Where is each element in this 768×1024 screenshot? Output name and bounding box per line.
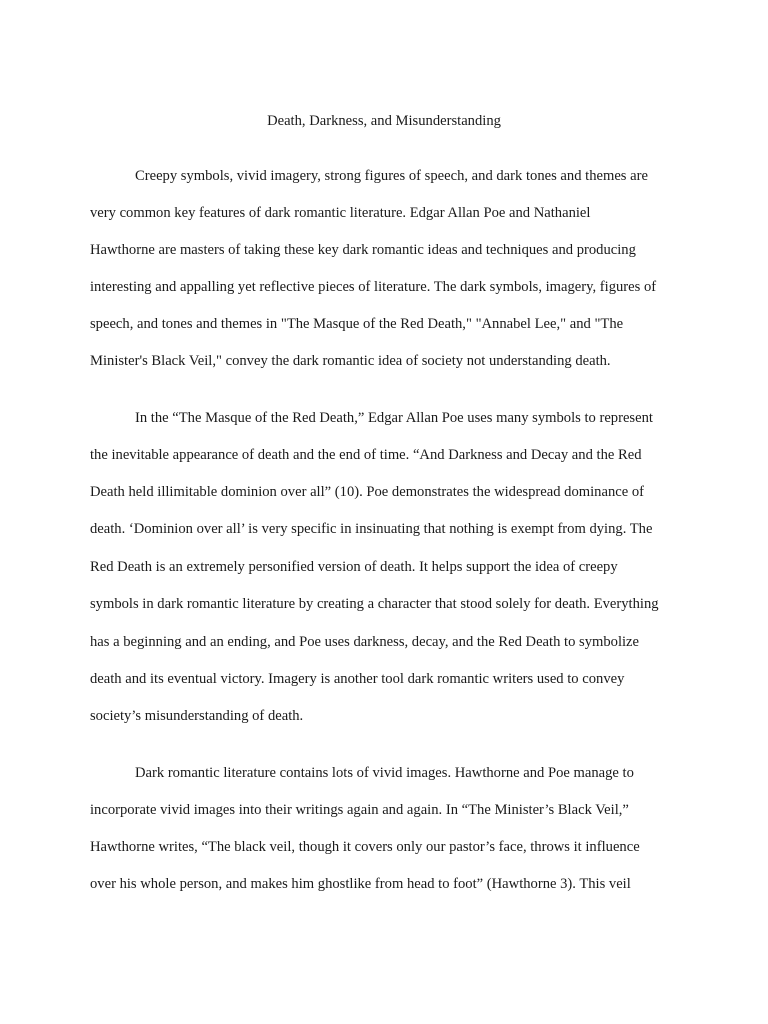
paragraph-line: over his whole person, and makes him ghostlike from head to foot” (Hawthorne 3). This veil — [90, 876, 631, 892]
paragraph-line: very common key features of dark romantic literature. Edgar Allan Poe and Nathaniel — [90, 205, 591, 221]
paragraph-line: Creepy symbols, vivid imagery, strong figures of speech, and dark tones and themes are — [135, 168, 648, 184]
paragraph-line: interesting and appalling yet reflective pieces of literature. The dark symbols, imagery, figures of — [90, 279, 657, 295]
paragraph-line: In the “The Masque of the Red Death,” Edgar Allan Poe uses many symbols to represent — [135, 410, 653, 426]
paragraph-line: Hawthorne writes, “The black veil, though it covers only our pastor’s face, throws it influence — [90, 839, 640, 855]
paragraph-line: death. ‘Dominion over all’ is very specific in insinuating that nothing is exempt from dying. The — [90, 521, 653, 537]
paragraph-line: Dark romantic literature contains lots of vivid images. Hawthorne and Poe manage to — [135, 765, 634, 781]
paragraph-line: Red Death is an extremely personified version of death. It helps support the idea of creepy — [90, 559, 618, 575]
document-title: Death, Darkness, and Misunderstanding — [267, 113, 501, 129]
paragraph-line: Minister's Black Veil," convey the dark romantic idea of society not understanding death. — [90, 353, 611, 369]
paragraph-line: Hawthorne are masters of taking these key dark romantic ideas and techniques and producing — [90, 242, 636, 258]
paragraph-line: society’s misunderstanding of death. — [90, 708, 304, 724]
paragraph-line: incorporate vivid images into their writings again and again. In “The Minister’s Black Veil,” — [90, 802, 629, 818]
paragraph-line: speech, and tones and themes in "The Masque of the Red Death," "Annabel Lee," and "The — [90, 316, 624, 332]
paragraph-line: Death held illimitable dominion over all” (10). Poe demonstrates the widespread dominance of — [90, 484, 644, 500]
paragraph-line: has a beginning and an ending, and Poe uses darkness, decay, and the Red Death to symbolize — [90, 634, 640, 650]
paragraph-line: the inevitable appearance of death and the end of time. “And Darkness and Decay and the Red — [90, 447, 642, 463]
paragraph-line: symbols in dark romantic literature by creating a character that stood solely for death. Everything — [90, 596, 659, 612]
paragraph-line: death and its eventual victory. Imagery is another tool dark romantic writers used to convey — [90, 671, 625, 687]
